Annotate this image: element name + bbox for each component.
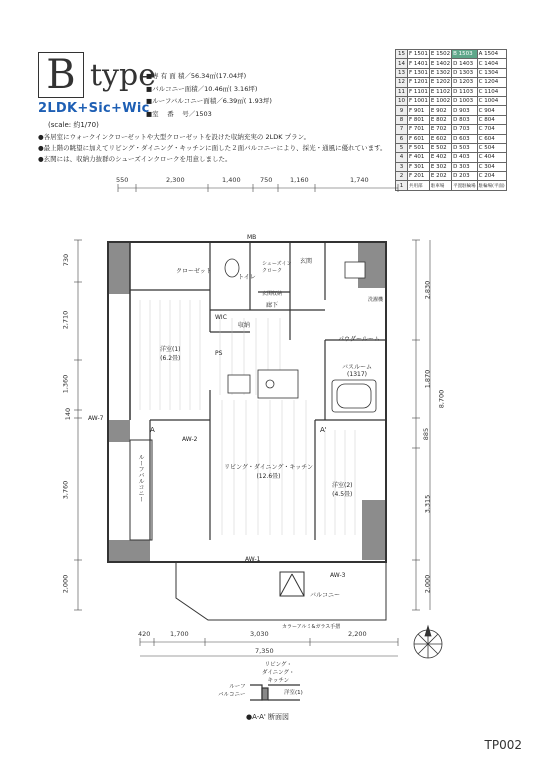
unit-cell: D 903	[452, 106, 478, 115]
label-aw1: AW-1	[245, 556, 261, 563]
unit-cell: F 1101	[409, 88, 428, 95]
label-aw2: AW-2	[182, 436, 198, 443]
unit-cell: C 504	[477, 143, 506, 152]
label-closet: クローゼット	[176, 268, 212, 275]
type-word: type	[90, 58, 156, 93]
unit-cell: C 804	[477, 115, 506, 124]
dim-bottom-0: 420	[138, 630, 151, 638]
plan-label: 2LDK+Sic+Wic	[38, 101, 150, 116]
unit-cell: E 1202	[430, 79, 451, 86]
unit-cell: D 303	[452, 162, 478, 171]
label-wic: WIC	[215, 314, 227, 321]
toilet-bowl	[225, 259, 239, 277]
spec-balcony-area: ■バルコニー面積／10.46㎡( 3.16坪)	[146, 84, 258, 93]
label-roof-balcony: ルーフバルコニー	[137, 454, 144, 502]
unit-cell: B 1503	[452, 50, 478, 59]
unit-cell: C 604	[477, 134, 506, 143]
section-label-roof-balcony: ルーフ バルコニー	[218, 684, 246, 698]
unit-cell: D 1203	[452, 78, 478, 87]
unit-cell: E 1102	[430, 88, 451, 95]
label-toilet: トイレ	[238, 274, 256, 281]
unit-cell: F 1501	[409, 51, 428, 58]
unit-cell: F 201	[408, 172, 430, 181]
unit-cell: E 702	[429, 125, 451, 134]
dim-top-3: 750	[260, 176, 273, 184]
label-genkan: 玄関	[300, 258, 313, 265]
unit-cell: F 701	[408, 125, 430, 134]
flooring-hatch	[140, 300, 355, 535]
floor-number: 9	[396, 106, 408, 115]
floor-number: 10	[396, 96, 408, 105]
dim-top-2: 1,400	[222, 176, 241, 184]
unit-cell: E 1502	[430, 51, 451, 58]
unit-cell: E 1302	[430, 69, 451, 76]
unit-cell: E 502	[429, 143, 451, 152]
label-yoshitsu-2: 洋室(2) (4.5畳)	[332, 482, 353, 498]
dim-left-1: 2,710	[61, 310, 70, 330]
spec-private-area: ■専 有 面 積／56.34㎡(17.04坪)	[146, 72, 247, 80]
dim-left-4: 3,760	[61, 480, 70, 500]
unit-cell: D 1303	[452, 68, 478, 77]
label-powder-room: パウダールーム	[338, 336, 380, 343]
scale-note: (scale: 約1/70)	[48, 121, 99, 129]
floor-number: 7	[396, 125, 408, 134]
unit-cell: F 301	[408, 162, 430, 171]
dim-left-3: 140	[64, 407, 73, 421]
dim-top-0: 550	[116, 176, 129, 184]
unit-cell: C 1204	[477, 78, 506, 87]
north-compass	[414, 626, 442, 658]
label-storage: 収納	[238, 322, 251, 329]
label-entrance-storage: 玄関収納	[262, 291, 283, 297]
floor-number: 5	[396, 143, 408, 152]
unit-cell: E 1002	[430, 98, 451, 105]
unit-cell: C 1004	[477, 96, 506, 105]
unit-cell: C 904	[477, 106, 506, 115]
dim-bottom-total: 7,350	[255, 647, 274, 655]
floor-number: 15	[396, 50, 408, 59]
dim-right-0: 2,830	[423, 280, 432, 300]
dim-top-4: 1,160	[290, 176, 309, 184]
floor-number: 6	[396, 134, 408, 143]
spec-room-number: ■室 番 号／1503	[146, 109, 212, 118]
unit-cell: C 304	[477, 162, 506, 171]
label-mb: MB	[247, 234, 257, 241]
dim-bottom-2: 3,030	[250, 630, 269, 638]
dim-left-0: 730	[62, 253, 71, 267]
feature-bullet: ●玄関には、収納力抜群のシューズインクロークを用意しました。	[38, 155, 232, 163]
unit-cell: 共用部	[408, 181, 430, 190]
label-aw7: AW-7	[88, 415, 104, 422]
dim-top-5: 1,740	[350, 176, 369, 184]
section-mark-a: A	[150, 426, 155, 434]
unit-cell: F 1001	[409, 98, 428, 105]
label-ldk: リビング・ダイニング・キッチン (12.6畳)	[224, 464, 313, 480]
unit-cell: D 403	[452, 153, 478, 162]
section-label-yoshitsu-1: 洋室(1)	[284, 690, 303, 696]
dim-right-5: 2,000	[423, 574, 432, 594]
floor-number: 14	[396, 59, 408, 68]
label-railing-note: カラーアルミ&ガラス手摺	[282, 624, 341, 630]
floor-number: 11	[396, 87, 408, 96]
dim-left-5: 2,000	[61, 574, 70, 594]
floor-number: 2	[396, 172, 408, 181]
unit-cell: D 703	[452, 125, 478, 134]
unit-cell: E 602	[429, 134, 451, 143]
section-label-ldk: リビング・ ダイニング・ キッチン	[262, 662, 295, 684]
label-ps: PS	[215, 350, 223, 357]
unit-cell: A 1504	[477, 50, 506, 59]
dim-right-1: 1,870	[423, 369, 432, 389]
unit-cell: E 302	[429, 162, 451, 171]
floor-number: 1	[396, 181, 408, 190]
unit-cell: D 803	[452, 115, 478, 124]
unit-cell: C 204	[477, 172, 506, 181]
unit-cell: F 1301	[409, 69, 428, 76]
unit-cell: F 901	[408, 106, 430, 115]
dim-bottom-3: 2,200	[348, 630, 367, 638]
floor-number: 4	[396, 153, 408, 162]
section-caption: ●A-A' 断面図	[246, 713, 290, 721]
unit-cell: D 203	[452, 172, 478, 181]
spec-roof-balcony-area: ■ルーフバルコニー面積／6.39㎡( 1.93坪)	[146, 97, 272, 105]
unit-cell: C 1404	[477, 59, 506, 68]
unit-cell: F 401	[408, 153, 430, 162]
unit-cell: F 1201	[409, 79, 428, 86]
floor-number: 3	[396, 162, 408, 171]
dim-right-2: 8,700	[437, 389, 446, 409]
unit-cell: F 501	[408, 143, 430, 152]
floor-number: 13	[396, 68, 408, 77]
unit-cell: F 801	[408, 115, 430, 124]
unit-cell: E 802	[429, 115, 451, 124]
unit-cell: D 1103	[452, 87, 478, 96]
dim-left-2: 1,360	[61, 374, 70, 394]
unit-cell: C 404	[477, 153, 506, 162]
label-yoshitsu-1: 洋室(1) (6.2畳)	[160, 346, 181, 362]
document-code: TP002	[484, 738, 522, 752]
label-aw3: AW-3	[330, 572, 346, 579]
feature-bullet: ●最上階の眺望に加えてリビング・ダイニング・キッチンに面した２面バルコニーにより、採光・通風に優れています。	[38, 144, 387, 152]
unit-cell: D 603	[452, 134, 478, 143]
unit-cell: D 1403	[452, 59, 478, 68]
unit-cell: E 1402	[430, 60, 451, 67]
label-balcony: バルコニー	[310, 592, 341, 599]
unit-cell: E 202	[429, 172, 451, 181]
unit-cell: E 402	[429, 153, 451, 162]
label-corridor: 廊下	[266, 302, 279, 309]
dim-right-4: 3,315	[423, 494, 432, 514]
unit-cell: D 1003	[452, 96, 478, 105]
unit-cell: F 1401	[409, 60, 428, 67]
unit-cell: C 1304	[477, 68, 506, 77]
floor-number: 8	[396, 115, 408, 124]
label-washer: 洗濯機	[368, 297, 384, 303]
label-shoes-in-cloak: シューズイン クローク	[262, 261, 292, 274]
unit-cell: C 1104	[477, 87, 506, 96]
unit-cell: 駐車場	[429, 181, 451, 190]
floor-number: 12	[396, 78, 408, 87]
dim-bottom-1: 1,700	[170, 630, 189, 638]
dim-top-1: 2,300	[166, 176, 185, 184]
unit-cell: 駐輪場(平面)	[477, 181, 506, 190]
feature-bullet: ●各居室にウォークインクローゼットや大型クローゼットを設けた収納充実の 2LDK プラン。	[38, 133, 311, 141]
unit-cell: D 503	[452, 143, 478, 152]
dim-right-3: 885	[422, 427, 431, 441]
section-mark-a-prime: A'	[320, 426, 327, 434]
label-bathroom: バスルーム (1317)	[342, 364, 373, 378]
unit-cell: F 601	[408, 134, 430, 143]
unit-cell: E 902	[429, 106, 451, 115]
unit-cell: 平置駐輪場	[452, 181, 478, 190]
unit-cell: C 704	[477, 125, 506, 134]
type-letter: B	[38, 52, 84, 98]
